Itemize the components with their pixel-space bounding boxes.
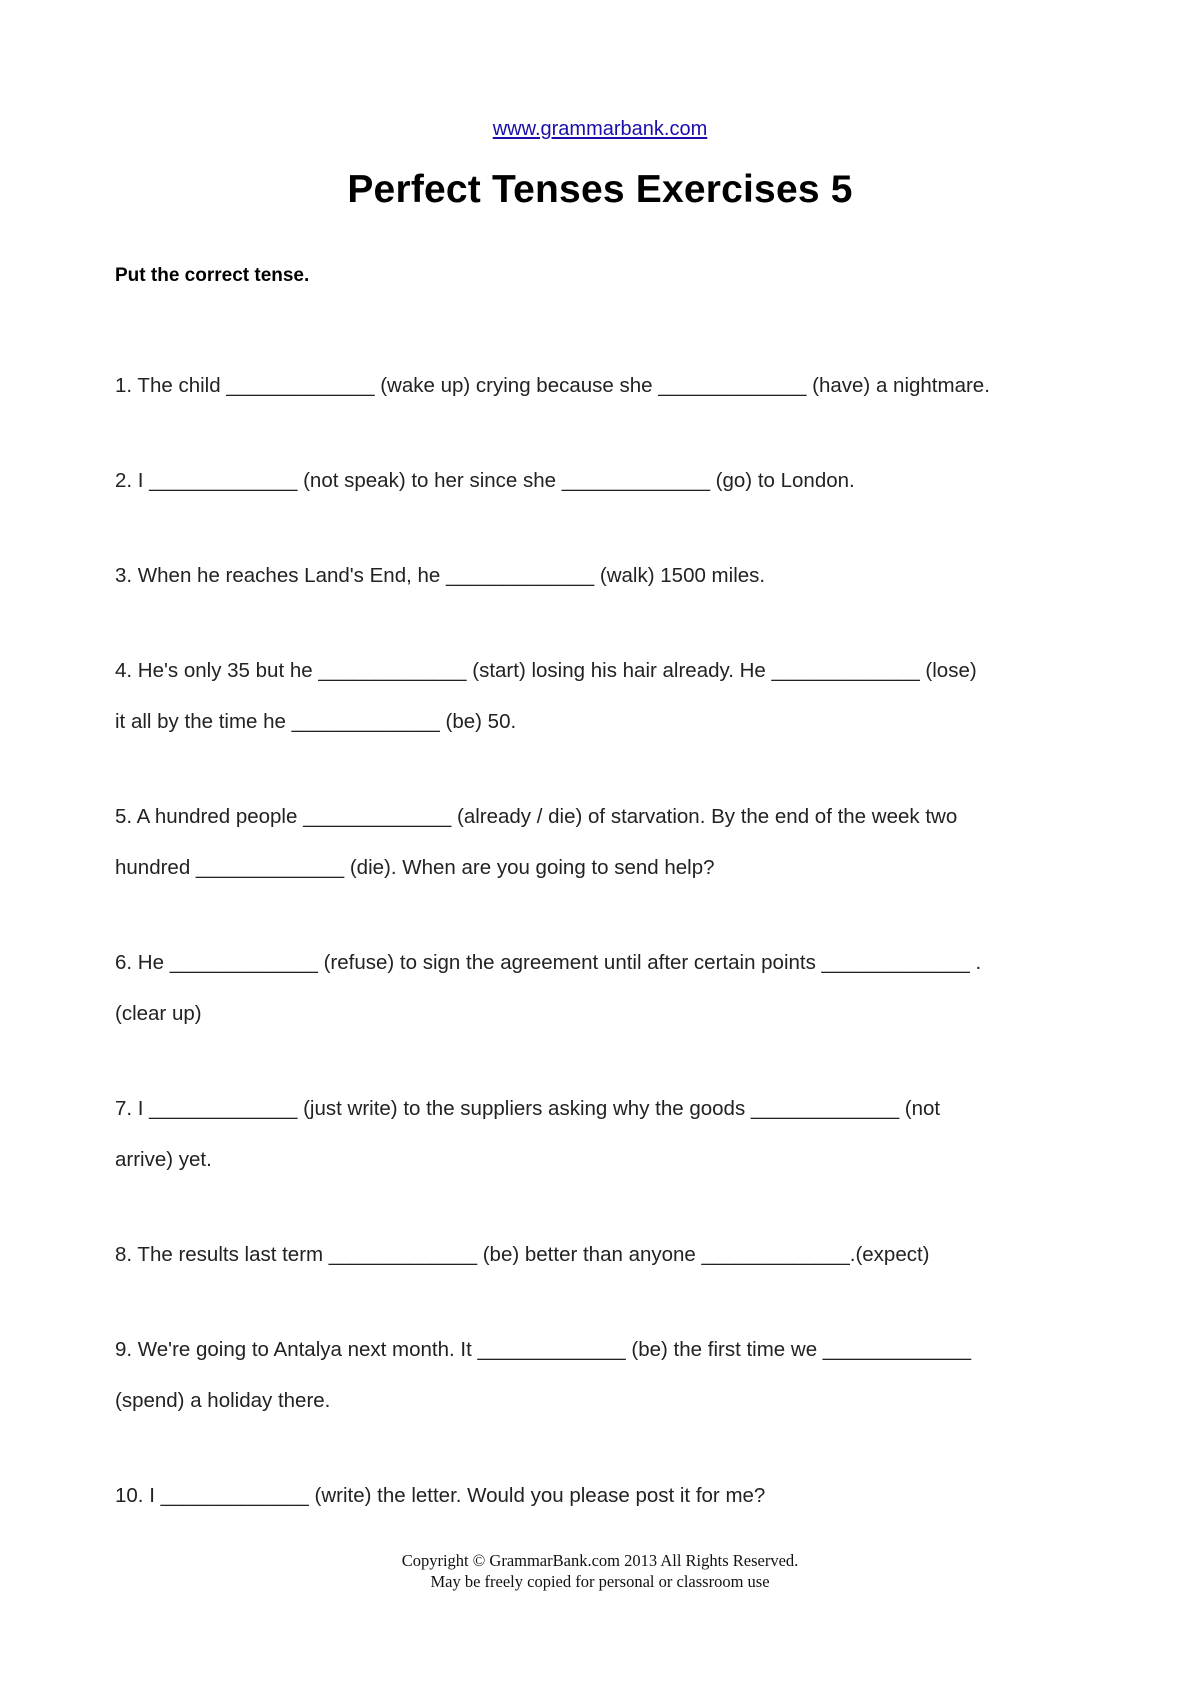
exercise-line: 9. We're going to Antalya next month. It _____________ (be) the first time we _____________ xyxy=(115,1338,972,1361)
exercise-item-4 xyxy=(115,645,1095,747)
exercise-item-2 xyxy=(115,455,1095,506)
exercise-line: 1. The child _____________ (wake up) crying because she _____________ (have) a nightmare. xyxy=(115,374,990,397)
exercise-line: it all by the time he _____________ (be) 50. xyxy=(115,710,517,733)
exercise-line: 6. He _____________ (refuse) to sign the agreement until after certain points _____________ . xyxy=(115,951,982,974)
exercise-line: 10. I _____________ (write) the letter. Would you please post it for me? xyxy=(115,1484,766,1507)
exercise-item-8 xyxy=(115,1229,1095,1280)
exercise-line: (spend) a holiday there. xyxy=(115,1389,331,1412)
exercise-line: 3. When he reaches Land's End, he _____________ (walk) 1500 miles. xyxy=(115,564,766,587)
exercise-item-7 xyxy=(115,1083,1095,1185)
exercise-item-9 xyxy=(115,1324,1095,1426)
exercise-item-6 xyxy=(115,937,1095,1039)
site-link[interactable]: www.grammarbank.com xyxy=(492,118,708,140)
exercise-line: 4. He's only 35 but he _____________ (start) losing his hair already. He _____________ (lose) xyxy=(115,659,977,682)
instruction-text: Put the correct tense. xyxy=(115,265,310,286)
exercise-line: 8. The results last term _____________ (be) better than anyone _____________.(expect) xyxy=(115,1243,930,1266)
exercise-line: (clear up) xyxy=(115,1002,202,1025)
usage-text: May be freely copied for personal or classroom use xyxy=(430,1572,770,1591)
page-title: Perfect Tenses Exercises 5 xyxy=(347,168,853,211)
exercise-list xyxy=(115,360,1095,1565)
exercise-line: hundred _____________ (die). When are you going to send help? xyxy=(115,856,715,879)
exercise-line: 5. A hundred people _____________ (already / die) of starvation. By the end of the week two xyxy=(115,805,958,828)
exercise-item-5 xyxy=(115,791,1095,893)
exercise-item-3 xyxy=(115,550,1095,601)
footer xyxy=(0,1550,1200,1592)
exercise-item-10 xyxy=(115,1470,1095,1521)
exercise-line: 2. I _____________ (not speak) to her since she _____________ (go) to London. xyxy=(115,469,855,492)
copyright-text: Copyright © GrammarBank.com 2013 All Rights Reserved. xyxy=(401,1551,799,1570)
exercise-line: 7. I _____________ (just write) to the suppliers asking why the goods _____________ (not xyxy=(115,1097,941,1120)
exercise-item-1 xyxy=(115,360,1095,411)
exercise-line: arrive) yet. xyxy=(115,1148,212,1171)
